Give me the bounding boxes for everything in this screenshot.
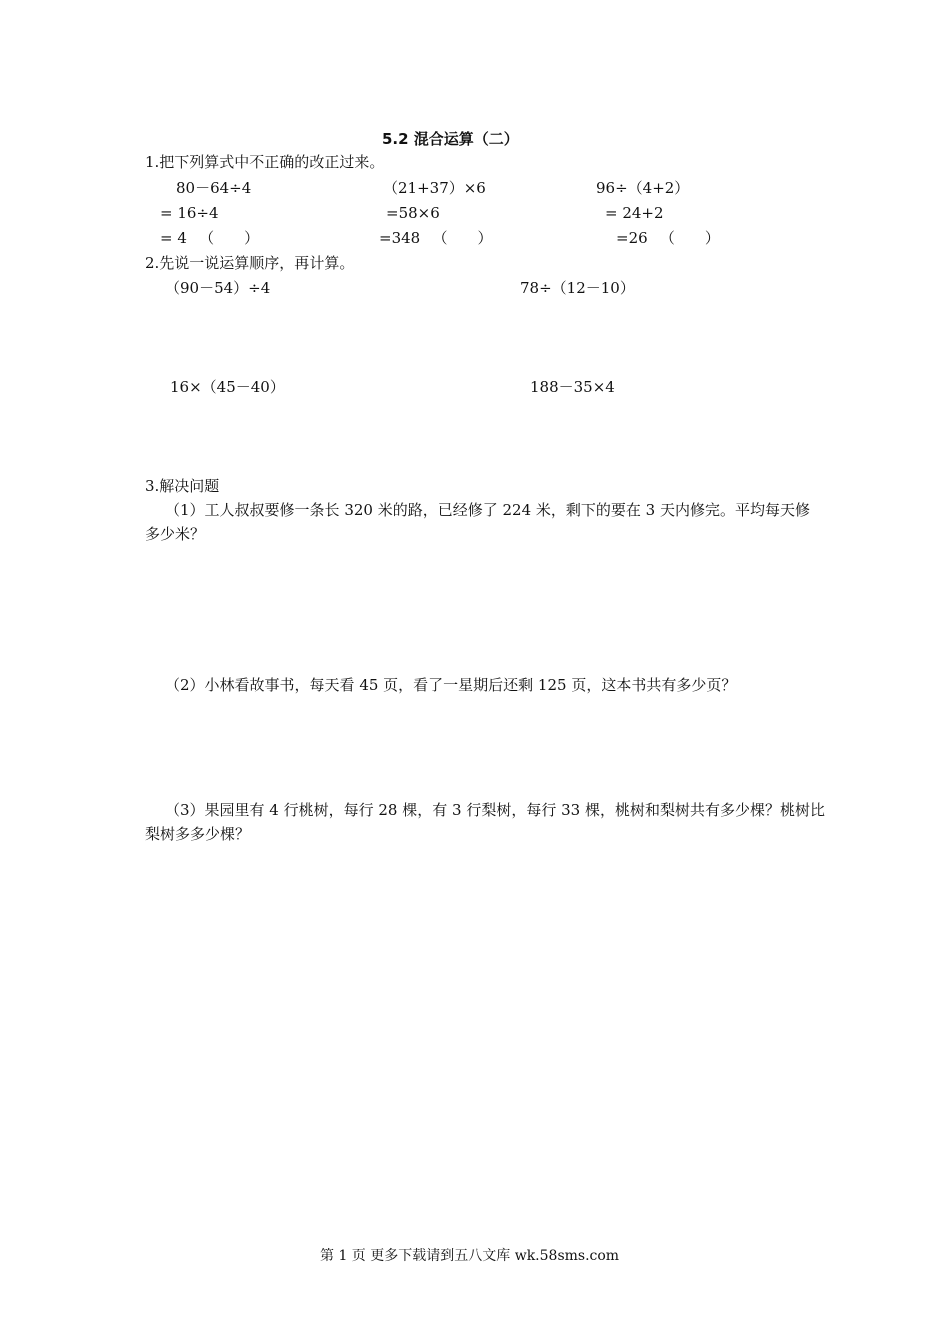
- problem-2: 78÷（12－10）: [520, 279, 635, 297]
- expr1-line3: = 4 （ ）: [160, 229, 260, 247]
- expr3-line3: =26 （ ）: [616, 229, 720, 247]
- page-footer: 第 1 页 更多下载请到五八文库 wk.58sms.com: [320, 1248, 620, 1264]
- problem-3: 16×（45－40）: [170, 378, 285, 396]
- expr1-line1: 80－64÷4: [176, 179, 252, 197]
- question-1: （1）工人叔叔要修一条长 320 米的路，已经修了 224 米，剩下的要在 3 天内修完。平均每天修多少米？: [145, 501, 810, 543]
- page-title: 5.2 混合运算（二）: [382, 130, 519, 148]
- problem-1: （90－54）÷4: [165, 279, 271, 297]
- section3-heading: 3.解决问题: [145, 477, 220, 495]
- section2-heading: 2.先说一说运算顺序，再计算。: [145, 254, 355, 272]
- section1-heading: 1.把下列算式中不正确的改正过来。: [145, 153, 385, 171]
- question-2: （2）小林看故事书，每天看 45 页，看了一星期后还剩 125 页，这本书共有多少页？: [165, 676, 737, 694]
- problem-4: 188－35×4: [530, 378, 615, 396]
- expr3-line1: 96÷（4+2）: [596, 179, 690, 197]
- expr3-line2: = 24+2: [605, 204, 664, 222]
- expr2-line2: =58×6: [386, 204, 440, 222]
- expr1-line2: = 16÷4: [160, 204, 219, 222]
- expr2-line3: =348 （ ）: [379, 229, 493, 247]
- question-3: （3）果园里有 4 行桃树，每行 28 棵，有 3 行梨树，每行 33 棵，桃树和梨树共有多少棵？桃树比梨树多多少棵？: [145, 801, 825, 843]
- expr2-line1: （21+37）×6: [383, 179, 486, 197]
